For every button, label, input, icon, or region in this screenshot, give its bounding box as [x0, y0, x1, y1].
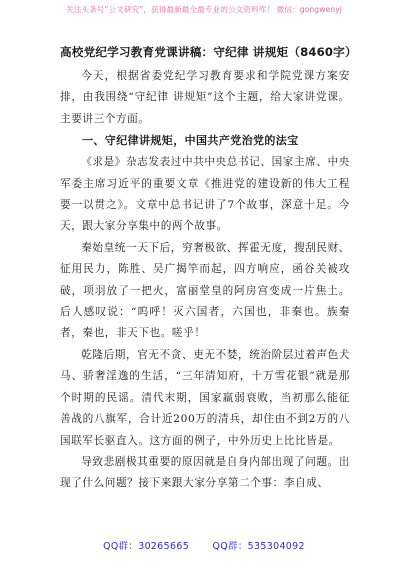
body-paragraph: 秦始皇统一天下后，穷奢极欲、挥霍无度，搜刮民财、征用民力，陈胜、吴广揭竿而起，四方响应，函谷关被攻破，项羽放了一把火，富丽堂皇的阿房宫变成一片焦土。后人感叹说：“呜呼！灭六国者，六国也，非秦也。族秦者，秦也，非天下也。嗟乎！ — [60, 241, 350, 340]
document-title: 高校党纪学习教育党课讲稿：守纪律 讲规矩（8460字） — [60, 45, 357, 59]
page-footer — [0, 538, 408, 552]
header-banner: 关注头条号“公文研究”，获得最新最全最专业的公文资料库！ 微信：gongwenyj — [66, 5, 342, 14]
section-heading: 一、守纪律讲规矩，中国共产党治党的法宝 — [82, 134, 299, 148]
qq-group-1: QQ群：30265665 — [103, 541, 190, 552]
qq-group-2: QQ群：535304092 — [212, 541, 305, 552]
body-paragraph: 乾隆后期，官无不贪、吏无不婪，统治阶层过着声色犬马、骄奢淫逸的生活，“三年清知府，十万雪花银”就是那个时期的民谣。清代末期，国家羸弱衰败，当初那么能征善战的八旗军，合计近200万的清兵，却住由不到2万的八国联军长驱直入。这方面的例子，中外历史上比比皆是。 — [60, 348, 350, 447]
body-paragraph: 导致悲剧极其重要的原因就是自身内部出现了问题。出现了什么问题？接下来跟大家分享第二个事：李自成、 — [60, 455, 350, 490]
document-page — [60, 44, 357, 495]
body-paragraph: 《求是》杂志发表过中共中央总书记、国家主席、中央军委主席习近平的重要文章《推进党的建设新的伟大工程要一以贯之》。文章中总书记讲了7个故事，深意十足。今天，跟大家分享集中的两个故事。 — [60, 156, 350, 233]
intro-paragraph: 今天，根据省委党纪学习教育要求和学院党课方案安排，由我围绕“守纪律 讲规矩”这个主题，给大家讲党课。主要讲三个方面。 — [60, 70, 350, 125]
